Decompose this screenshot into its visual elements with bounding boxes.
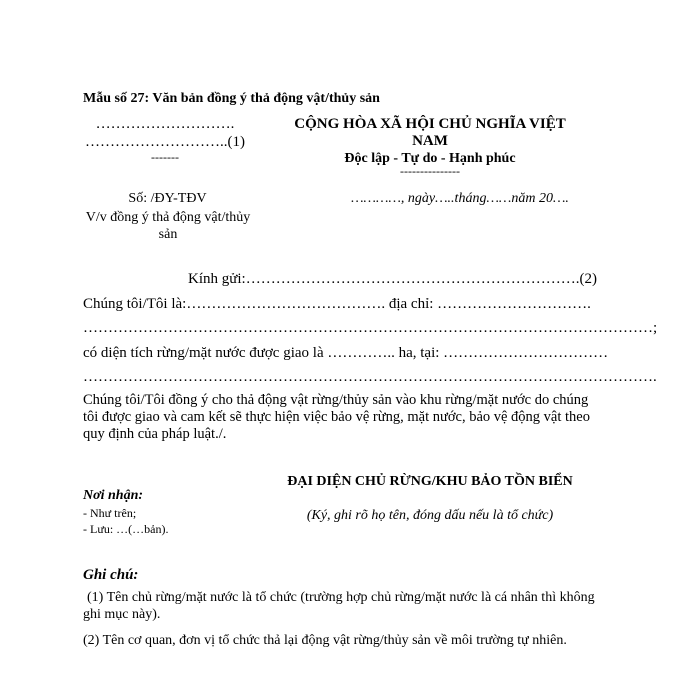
motto-underline: --------------- xyxy=(400,164,460,178)
organization-name-line: ………………………..(1) xyxy=(85,134,245,150)
body-line-area: có diện tích rừng/mặt nước được giao là ………….. ha, tại: …………………………… xyxy=(83,345,609,361)
national-motto: Độc lập - Tự do - Hạnh phúc xyxy=(344,151,516,166)
signature-instruction: (Ký, ghi rõ họ tên, đóng dấu nếu là tổ chức) xyxy=(306,508,554,523)
date-line: …………, ngày…..tháng……năm 20…. xyxy=(351,191,569,206)
form-title: Mẫu số 27: Văn bản đồng ý thả động vật/thủy sản xyxy=(83,91,380,106)
note-2: (2) Tên cơ quan, đơn vị tổ chức thả lại động vật rừng/thủy sản về môi trường tự nhiên. xyxy=(83,633,567,648)
receiver-item-1: - Như trên; xyxy=(83,506,137,520)
signature-title: ĐẠI DIỆN CHỦ RỪNG/KHU BẢO TỒN BIỂN xyxy=(287,474,573,489)
recipient-line: Kính gửi:………………………………………………………….(2) xyxy=(188,271,597,287)
body-line-address: ……………………………………………………………………………………………………; xyxy=(83,320,658,336)
body-paragraph: Chúng tôi/Tôi đồng ý cho thả động vật rừng/thủy sản vào khu rừng/mặt nước do chúng tôi được giao và cam kết sẽ thực hiện việc bảo vệ rừng, mặt nước, bảo vệ động vật theo quy định của pháp luật./. xyxy=(83,392,590,442)
document-number: Số: /ĐY-TĐV xyxy=(128,191,207,206)
receivers-heading: Nơi nhận: xyxy=(83,488,144,503)
receiver-item-2: - Lưu: …(…bản). xyxy=(83,522,169,536)
document-subject: V/v đồng ý thả động vật/thủy sản xyxy=(85,210,251,242)
agency-name-line: ………………………. xyxy=(95,116,235,132)
national-title: CỘNG HÒA XÃ HỘI CHỦ NGHĨA VIỆT NAM xyxy=(294,116,566,149)
notes-heading: Ghi chú: xyxy=(83,567,139,583)
body-line-identity: Chúng tôi/Tôi là:…………………………………. địa chỉ: …………………………. xyxy=(83,296,591,312)
left-header-divider: ------- xyxy=(151,150,179,164)
body-line-location: ……………………………………………………………………………………………………. xyxy=(83,369,657,385)
note-1: (1) Tên chủ rừng/mặt nước là tổ chức (trường hợp chủ rừng/mặt nước là cá nhân thì không ghi mục này). xyxy=(83,590,595,622)
